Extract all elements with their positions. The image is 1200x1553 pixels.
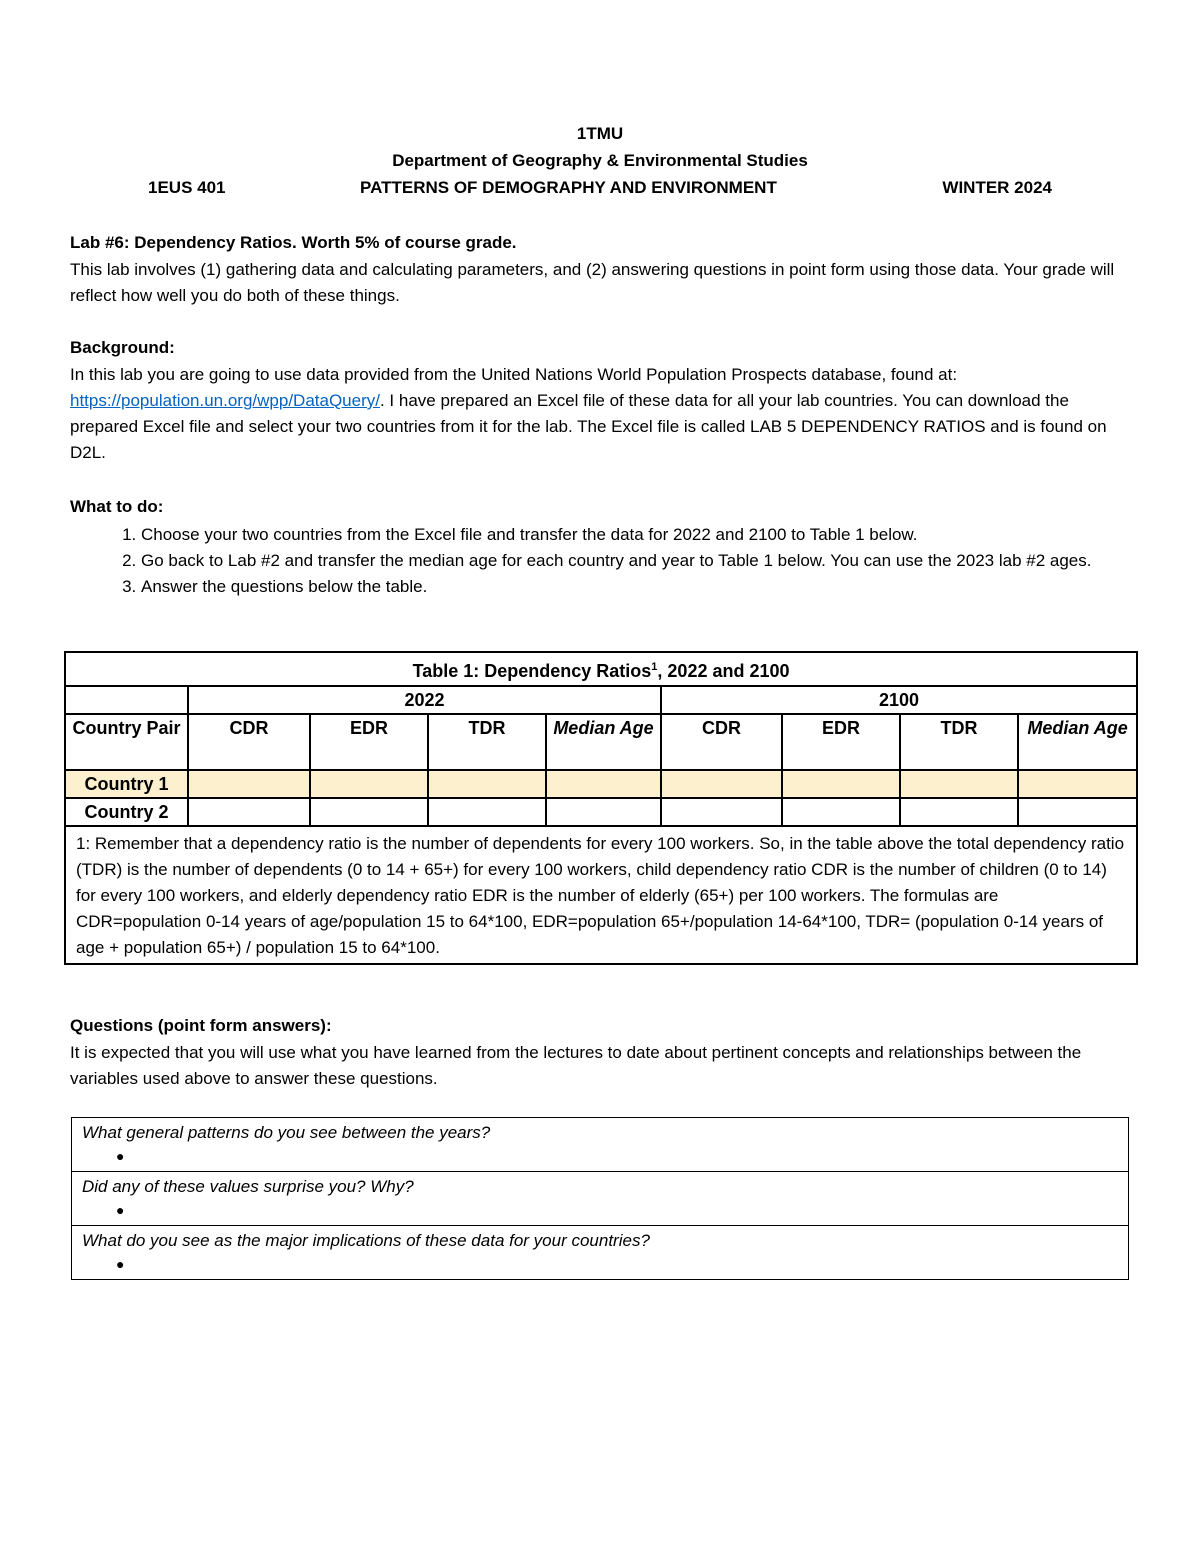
question-row — [72, 1226, 1129, 1280]
cdr-2022-header: CDR — [188, 714, 310, 770]
year-2022-header: 2022 — [188, 686, 661, 714]
lab-title: Lab #6: Dependency Ratios. Worth 5% of course grade. — [70, 233, 517, 252]
empty-corner-cell — [65, 686, 188, 714]
table-title-text: Table 1: Dependency Ratios — [412, 661, 652, 681]
question-row — [72, 1172, 1129, 1226]
questions-heading: Questions (point form answers): — [70, 1016, 332, 1035]
answer-bullet: ● — [116, 1202, 125, 1218]
questions-intro: It is expected that you will use what you have learned from the lectures to date about pertinent concepts and relationships between the variables used above to answer these questions. — [70, 1043, 1082, 1088]
country-1-label: Country 1 — [65, 770, 188, 798]
country-1-cdr-2100[interactable] — [661, 770, 782, 798]
dependency-ratios-table — [64, 651, 1138, 965]
country-1-edr-2022[interactable] — [310, 770, 428, 798]
step-item: 1. Choose your two countries from the Excel file and transfer the data for 2022 and 2100 to Table 1 below. — [141, 522, 1132, 548]
edr-2022-header: EDR — [310, 714, 428, 770]
median-age-2022-header: Median Age — [546, 714, 661, 770]
country-1-tdr-2100[interactable] — [900, 770, 1018, 798]
questions-table — [71, 1117, 1129, 1280]
country-1-median-2100[interactable] — [1018, 770, 1137, 798]
table-title-footnote: 1 — [651, 661, 658, 673]
country-pair-header: Country Pair — [65, 714, 188, 770]
background-text-part1: In this lab you are going to use data provided from the United Nations World Population Prospects database, found at: — [70, 365, 958, 384]
institution-name: 1TMU — [576, 124, 624, 143]
country-1-cdr-2022[interactable] — [188, 770, 310, 798]
country-1-edr-2100[interactable] — [782, 770, 900, 798]
tdr-2022-header: TDR — [428, 714, 546, 770]
country-2-median-2022[interactable] — [546, 798, 661, 826]
table-row — [65, 770, 1137, 798]
country-1-tdr-2022[interactable] — [428, 770, 546, 798]
edr-2100-header: EDR — [782, 714, 900, 770]
what-to-do-heading: What to do: — [70, 497, 164, 516]
department-name: Department of Geography & Environmental Studies — [392, 151, 808, 170]
country-2-median-2100[interactable] — [1018, 798, 1137, 826]
question-row — [72, 1118, 1129, 1172]
background-heading: Background: — [70, 338, 175, 357]
question-text: Did any of these values surprise you? Why? — [82, 1177, 414, 1196]
table-title — [65, 652, 1137, 686]
country-1-median-2022[interactable] — [546, 770, 661, 798]
question-text: What general patterns do you see between the years? — [82, 1123, 491, 1142]
step-item: 3. Answer the questions below the table. — [141, 574, 1132, 600]
answer-bullet: ● — [116, 1148, 125, 1164]
country-2-cdr-2022[interactable] — [188, 798, 310, 826]
country-2-edr-2100[interactable] — [782, 798, 900, 826]
question-cell[interactable] — [72, 1226, 1129, 1280]
course-title: PATTERNS OF DEMOGRAPHY AND ENVIRONMENT — [360, 178, 777, 197]
median-age-2100-header: Median Age — [1018, 714, 1137, 770]
lab-intro: This lab involves (1) gathering data and calculating parameters, and (2) answering questions in point form using those data. Your grade will reflect how well you do both of these things. — [70, 260, 1115, 305]
background-text-part2: . I have prepared an Excel file of these data for all your lab countries. You can download the prepared Excel file and select your two countries from it for the lab. The Excel file is called LAB 5 DEPENDENCY RATIOS and is found on D2L. — [70, 391, 1107, 462]
term: WINTER 2024 — [942, 178, 1052, 197]
tdr-2100-header: TDR — [900, 714, 1018, 770]
course-code: 1EUS 401 — [148, 178, 226, 197]
question-cell[interactable] — [72, 1172, 1129, 1226]
country-2-tdr-2100[interactable] — [900, 798, 1018, 826]
un-data-link[interactable]: https://population.un.org/wpp/DataQuery/ — [70, 391, 380, 410]
step-item: 2. Go back to Lab #2 and transfer the median age for each country and year to Table 1 below. You can use the 2023 lab #2 ages. — [141, 548, 1132, 574]
country-2-tdr-2022[interactable] — [428, 798, 546, 826]
country-2-label: Country 2 — [65, 798, 188, 826]
answer-bullet: ● — [116, 1256, 125, 1272]
table-row — [65, 798, 1137, 826]
year-2100-header: 2100 — [661, 686, 1137, 714]
country-2-edr-2022[interactable] — [310, 798, 428, 826]
table-footnote: 1: Remember that a dependency ratio is the number of dependents for every 100 workers. So, in the table above the total dependency ratio (TDR) is the number of dependents (0 to 14 + 65+) for every 100 workers, child dependency ratio CDR is the number of children (0 to 14) for every 100 workers, and elderly dependency ratio EDR is the number of elderly (65+) per 100 workers. The formulas are CDR=population 0-14 years of age/population 15 to 64*100, EDR=population 65+/population 14-64*100, TDR= (population 0-14 years of age + population 65+) / population 15 to 64*100. — [65, 826, 1137, 964]
question-text: What do you see as the major implications of these data for your countries? — [82, 1231, 650, 1250]
steps-list — [70, 522, 1132, 600]
cdr-2100-header: CDR — [661, 714, 782, 770]
background-text — [70, 362, 1132, 466]
country-2-cdr-2100[interactable] — [661, 798, 782, 826]
table-title-suffix: , 2022 and 2100 — [657, 661, 790, 681]
question-cell[interactable] — [72, 1118, 1129, 1172]
